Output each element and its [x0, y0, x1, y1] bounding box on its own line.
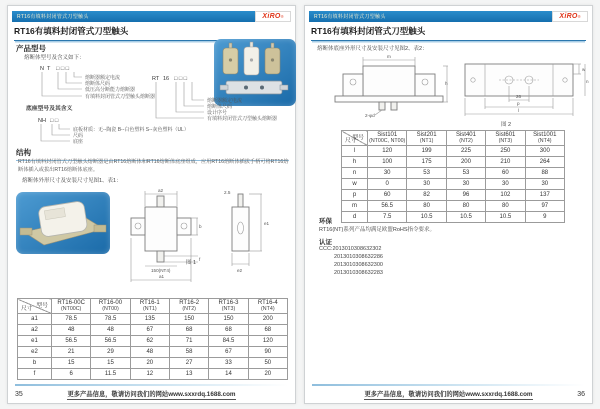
dimension-value: 199: [407, 146, 446, 157]
section-heading-cert: 认证: [319, 239, 332, 246]
registered-mark: ®: [577, 14, 581, 19]
dimension-value: 80: [446, 201, 485, 212]
dimension-value: 7.5: [368, 212, 407, 223]
page-36: [304, 5, 593, 404]
dimension-value: 135: [130, 314, 169, 325]
dimension-value: 150: [169, 314, 208, 325]
table-row: [18, 358, 288, 369]
footer-promo-text: 更多产品信息，敬请访问我们的网站www.sxxrdq.1688.com: [67, 391, 236, 398]
dimension-label: n: [342, 168, 368, 179]
dimension-value: 120: [248, 336, 287, 347]
dimension-label: a2: [18, 325, 52, 336]
figure1-side-view: [216, 186, 276, 292]
nt-label-2: 熔断体尺码: [85, 81, 111, 87]
table-row: [342, 190, 565, 201]
dimension-value: 10.5: [407, 212, 446, 223]
table-row: [342, 146, 565, 157]
dimension-value: 29: [91, 347, 130, 358]
dimension-value: 56.5: [91, 336, 130, 347]
dimension-value: 96: [446, 190, 485, 201]
nt-label-3: 低压高分断能力熔断器: [85, 87, 136, 93]
nh-label-2: 尺码: [73, 133, 84, 139]
fuse-link-photo-graphic: [16, 192, 110, 254]
dimension-value: 53: [407, 168, 446, 179]
table-row: [342, 179, 565, 190]
dimension-value: 210: [486, 157, 525, 168]
dimension-value: 68: [169, 325, 208, 336]
figure2-intro: 熔断体底座外形尺寸及安装尺寸见图2、表2：: [317, 46, 428, 52]
dimension-value: 200: [446, 157, 485, 168]
cert-number: 2013010308632302: [332, 246, 382, 252]
dimension-value: 62: [130, 336, 169, 347]
dimension-value: 21: [52, 347, 91, 358]
dim-b: b: [199, 224, 202, 229]
page-35: [7, 5, 296, 404]
figure1-intro: 熔断体外形尺寸及安装尺寸见图1、表1：: [22, 178, 122, 184]
table-row: [342, 157, 565, 168]
dimension-label: m: [342, 201, 368, 212]
dimension-value: 80: [407, 201, 446, 212]
rt-label-2: 熔断体尺码: [207, 104, 233, 110]
table-column-header: RT16-4 (NT4): [248, 299, 287, 314]
dim-2-5: 2.5: [224, 190, 231, 195]
page-footer: [312, 384, 585, 398]
cert-line: [319, 246, 383, 254]
footer-promo-text: 更多产品信息，敬请访问我们的网站www.sxxrdq.1688.com: [364, 391, 533, 398]
table-row: [18, 314, 288, 325]
dimension-label: h: [342, 157, 368, 168]
dimension-value: 9: [525, 212, 564, 223]
page-footer: [15, 384, 288, 398]
table-column-header: RT16-00C (NT00C): [52, 299, 91, 314]
rt-code-rt: RT: [152, 76, 160, 82]
dim-l: l: [518, 108, 520, 113]
dimension-value: 27: [169, 358, 208, 369]
cert-list: [319, 246, 383, 278]
nh-code: NH: [38, 118, 46, 124]
dim-150-nt4: 150(NT4): [151, 268, 171, 273]
table-row: [18, 369, 288, 380]
dim-26: 26: [516, 94, 522, 99]
dimension-label: p: [342, 190, 368, 201]
product-photo-fuse-link: [16, 192, 110, 254]
brand-logo-text: XiRO: [559, 13, 578, 20]
rt-label-4: 有填料封闭管式刀型触头熔断器: [207, 116, 278, 122]
dim-f: f: [199, 257, 201, 262]
nh-label-1: 底板材质：无--陶瓷 B--白色塑料 S--灰色塑料（UL）: [73, 127, 189, 133]
cert-prefix: CCC:: [319, 246, 333, 252]
nt-code-letter-t: T: [47, 66, 51, 72]
dimension-value: 58: [169, 347, 208, 358]
nh-code-boxes: □ □: [50, 118, 59, 124]
page-number: 36: [577, 391, 585, 398]
figure2-base-plan: [455, 52, 591, 118]
dimension-label: f: [18, 369, 52, 380]
dimension-value: 150: [209, 314, 248, 325]
figure2-base-elevation: [327, 52, 451, 118]
dimension-value: 175: [407, 157, 446, 168]
table-row: [342, 168, 565, 179]
dimension-label: b: [18, 358, 52, 369]
table-corner-cell: 型号 尺寸: [18, 299, 52, 314]
table-row: [342, 201, 565, 212]
dimension-value: 68: [248, 325, 287, 336]
nh-label-3: 底座: [73, 139, 84, 145]
cert-line: 2013010308632286: [334, 253, 383, 260]
dimension-value: 102: [486, 190, 525, 201]
dimension-value: 82: [407, 190, 446, 201]
dimension-value: 71: [169, 336, 208, 347]
dim-e2: e2: [237, 268, 243, 273]
dim-n: n: [586, 79, 589, 84]
dim-p: p: [517, 101, 520, 106]
dimension-label: l: [342, 146, 368, 157]
registered-mark: ®: [280, 14, 284, 19]
dimension-value: 78.5: [91, 314, 130, 325]
dimension-value: 67: [130, 325, 169, 336]
brand-logo-text: XiRO: [262, 13, 281, 20]
page-title: RT16有填料封闭管式刀型触头: [14, 25, 289, 41]
table-column-header: Sist601 (NT3): [486, 131, 525, 146]
cert-line: 2013010308632283: [334, 269, 383, 276]
page-number: 35: [15, 391, 23, 398]
dimension-value: 30: [368, 168, 407, 179]
dimension-value: 15: [91, 358, 130, 369]
table-column-header: RT16-1 (NT1): [130, 299, 169, 314]
fuse-link-dimensions-table: [17, 298, 288, 380]
dimension-value: 84.5: [209, 336, 248, 347]
dim-m: m: [387, 54, 391, 59]
nt-label-1: 熔断器额定电流: [85, 75, 121, 81]
dimension-value: 264: [525, 157, 564, 168]
dimension-value: 30: [525, 179, 564, 190]
table-corner-cell: 型号 尺寸: [342, 131, 368, 146]
dim-w: w: [582, 67, 586, 72]
dimension-value: 10.5: [486, 212, 525, 223]
dimension-value: 10.5: [446, 212, 485, 223]
dimension-value: 56.5: [368, 201, 407, 212]
dim-h: h: [445, 81, 448, 86]
table-row: [18, 336, 288, 347]
dimension-value: 48: [130, 347, 169, 358]
dim-e1: e1: [264, 221, 270, 226]
dim-a2: a2: [158, 188, 164, 193]
dim-2-phi-d: 2-φd: [365, 113, 375, 118]
dimension-label: e1: [18, 336, 52, 347]
table-row: [18, 325, 288, 336]
dimension-value: 90: [248, 347, 287, 358]
dimension-value: 6: [52, 369, 91, 380]
dimension-value: 67: [209, 347, 248, 358]
dimension-value: 15: [52, 358, 91, 369]
table-column-header: Sist401 (NT2): [446, 131, 485, 146]
dimension-value: 14: [209, 369, 248, 380]
dimension-value: 80: [486, 201, 525, 212]
dimension-value: 12: [130, 369, 169, 380]
dimension-value: 225: [446, 146, 485, 157]
page-header-bar: [12, 11, 291, 22]
header-bar-title: RT16有填料封闭管式刀型触头: [314, 14, 386, 20]
dimension-value: 56.5: [52, 336, 91, 347]
table-column-header: RT16-3 (NT3): [209, 299, 248, 314]
table-column-header: RT16-00 (NT00): [91, 299, 130, 314]
dimension-value: 97: [525, 201, 564, 212]
nt-label-4: 有填料封闭管式刀型触头熔断器: [85, 94, 156, 100]
dimension-value: 120: [368, 146, 407, 157]
dimension-value: 60: [368, 190, 407, 201]
dimension-value: 13: [169, 369, 208, 380]
brand-logo: [552, 11, 588, 22]
brand-logo: [255, 11, 291, 22]
footer-promo: [332, 389, 565, 398]
dimension-value: 200: [248, 314, 287, 325]
fuse-base-dimensions-table: [341, 130, 565, 223]
table-column-header: RT16-2 (NT2): [169, 299, 208, 314]
dim-a1: a1: [159, 274, 165, 279]
page-title: RT16有填料封闭管式刀型触头: [311, 25, 586, 41]
table-column-header: Sist201 (NT1): [407, 131, 446, 146]
dimension-label: a1: [18, 314, 52, 325]
product-model-intro: 熔断体型号及含义如下：: [24, 55, 85, 61]
dimension-value: 53: [446, 168, 485, 179]
header-bar-title: RT16有填料封闭管式刀型触头: [17, 14, 89, 20]
dimension-value: 0: [368, 179, 407, 190]
figure2-caption: 图 2: [501, 122, 512, 128]
dimension-value: 30: [407, 179, 446, 190]
base-model-heading: 底座型号及其含义: [26, 106, 73, 112]
dimension-value: 137: [525, 190, 564, 201]
dimension-label: w: [342, 179, 368, 190]
dimension-value: 20: [130, 358, 169, 369]
dimension-value: 30: [446, 179, 485, 190]
dimension-value: 60: [486, 168, 525, 179]
dimension-value: 20: [248, 369, 287, 380]
table-row: [342, 212, 565, 223]
rt-code-16: 16: [163, 76, 170, 82]
dimension-value: 33: [209, 358, 248, 369]
dimension-value: 300: [525, 146, 564, 157]
rohs-body: RT16(NT)系列产品均满足欧盟RoHS指令要求。: [319, 227, 436, 233]
section-heading-rohs: 环保: [319, 218, 332, 225]
dimension-value: 30: [486, 179, 525, 190]
footer-promo: [35, 389, 268, 398]
figure1-front-view: [120, 186, 202, 292]
structure-body: RT16有填料封闭管式刀型触头熔断器是由RT16熔断体和RT16熔断体底座组成，应用RT16熔断体插拔手柄可将RT16熔断体插入或拔出RT16熔断体底座。: [18, 159, 289, 174]
dimension-value: 88: [525, 168, 564, 179]
footer-rule: [15, 384, 288, 386]
nt-code-boxes: □ □ □: [56, 66, 70, 72]
table-column-header: Sist1001 (NT4): [525, 131, 564, 146]
section-heading-structure: 结构: [16, 147, 289, 161]
rt-label-1: 熔断器额定电流: [207, 98, 243, 104]
dimension-value: 50: [248, 358, 287, 369]
rt-code-boxes: □ □ □: [174, 76, 188, 82]
section-heading-product-model: 产品型号: [16, 44, 46, 53]
footer-rule: [312, 384, 585, 386]
dimension-value: 48: [91, 325, 130, 336]
dimension-value: 78.5: [52, 314, 91, 325]
rt-label-3: 设计序号: [207, 110, 228, 116]
dimension-value: 11.5: [91, 369, 130, 380]
nt-code-letter-n: N: [40, 66, 44, 72]
table-column-header: Sist101 (NT00C, NT00): [369, 132, 406, 144]
dimension-value: 68: [209, 325, 248, 336]
page-header-bar: [309, 11, 588, 22]
figure1-caption: 图 1: [186, 260, 197, 266]
dimension-label: e2: [18, 347, 52, 358]
dimension-value: 48: [52, 325, 91, 336]
dimension-label: d: [342, 212, 368, 223]
cert-line: 2013010308632300: [334, 261, 383, 268]
dimension-value: 100: [368, 157, 407, 168]
model-code-diagrams: [16, 60, 294, 146]
dimension-value: 250: [486, 146, 525, 157]
table-row: [18, 347, 288, 358]
